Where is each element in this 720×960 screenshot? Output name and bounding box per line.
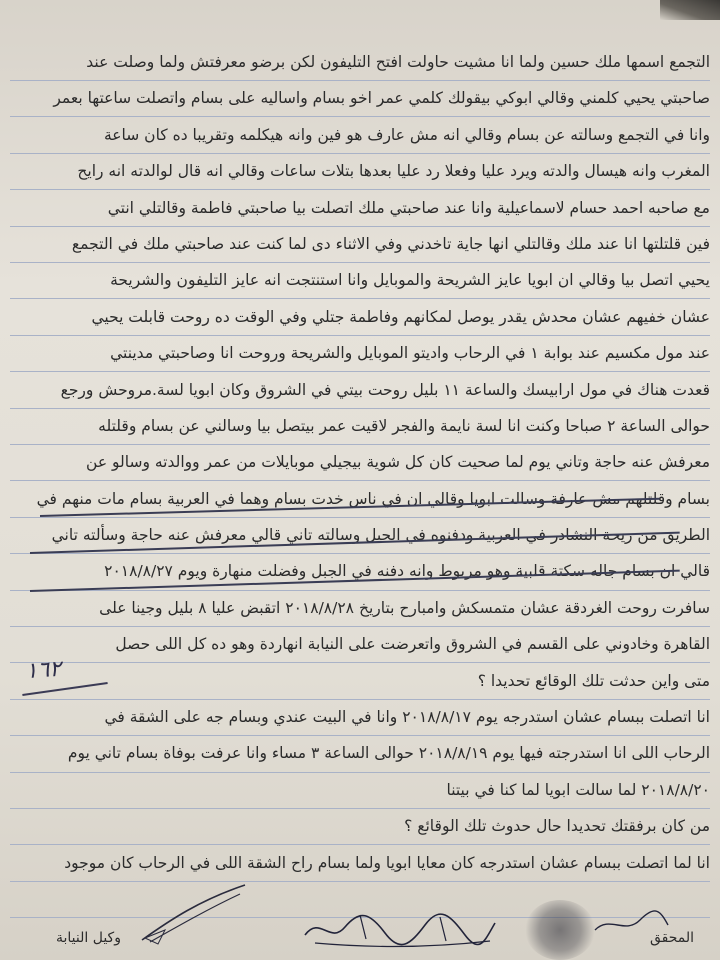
text-line: القاهرة وخادوني على القسم في الشروق واتعرضت على النيابة انهاردة وهو ده كل اللى حصل xyxy=(115,635,710,654)
text-line: عند مول مكسيم عند بوابة ١ في الرحاب واديتو الموبايل والشريحة وروحت انا وصاحبتي مدينتي xyxy=(110,344,710,363)
text-line: التجمع اسمها ملك حسين ولما انا مشيت حاولت افتح التليفون لكن برضو معرفتش ولما وصلت عند xyxy=(86,53,710,71)
prosecutor-label: وكيل النيابة xyxy=(56,930,121,946)
text-line: من كان برفقتك تحديدا حال حدوث تلك الوقائع ؟ xyxy=(404,817,710,836)
text-line: وانا في التجمع وسالته عن بسام وقالي انه مش عارف هو فين وانه هيكلمه وتقريبا ده كان ساعة xyxy=(103,125,710,144)
statement-body xyxy=(20,44,710,881)
text-line: المغرب وانه هيسال والدته ويرد عليا وفعلا رد عليا بعدها بتلات ساعات وقالي انه قال لوالدته انه رايح xyxy=(77,162,710,181)
text-line: معرفش عنه حاجة وتاني يوم لما صحيت كان كل شوية بيجيلي موبايلات من عمر ووالدته وسالو عن xyxy=(86,453,710,472)
text-line: قالي ان بسام جاله سكتة قلبية وهو مربوط وانه دفنه في الجبل وفضلت منهارة ويوم ٢٠١٨/٨/٢٧ xyxy=(104,562,710,581)
page-number: ١٦٢ xyxy=(24,656,62,685)
text-line: حوالى الساعة ٢ صباحا وكنت انا لسة نايمة والفجر لاقيت عمر بيتصل بيا وسالني عن بسام وقلتله xyxy=(98,416,710,435)
signature-scribble-icon xyxy=(140,880,250,950)
signature-icon xyxy=(300,905,500,955)
text-line: متى واين حدثت تلك الوقائع تحديدا ؟ xyxy=(477,671,710,690)
text-line: الرحاب اللى انا استدرجته فيها يوم ٢٠١٨/٨/١٩ حوالى الساعة ٣ مساء وانا عرفت بوفاة بسام تاني يوم xyxy=(67,744,710,763)
text-line: صاحبتي يحيي كلمني وقالي ابوكي بيقولك كلمي عمر اخو بسام واساليه على بسام واتصلت ساعتها بعمر xyxy=(53,89,710,108)
text-line: يحيي اتصل بيا وقالي ان ابويا عايز الشريحة والموبايل وانا استنتجت انه عايز التليفون والشريحة xyxy=(110,271,710,290)
text-line: فين قلتلتها انا عند ملك وقالتلي انها جاية تاخدني وفي الاثناء دى لما كنت عند صاحبتي ملك في التجمع xyxy=(71,234,710,253)
text-line: انا اتصلت ببسام عشان استدرجه يوم ٢٠١٨/٨/١٧ وانا في البيت عندي وبسام جه على الشقة في xyxy=(104,708,710,727)
text-line: عشان خفيهم عشان محدش يقدر يوصل لمكانهم وفاطمة جتلي وفي الوقت ده روحت قابلت يحيي xyxy=(91,307,710,326)
investigator-label: المحقق xyxy=(650,930,695,946)
thumbprint-stamp xyxy=(525,900,595,960)
text-line: الطريق من ريحة النشادر في العربية ودفنوه في الجبل وسالته تاني قالي معرفش عنه حاجة وسألته تاني xyxy=(51,526,710,545)
investigator-scribble-icon xyxy=(590,900,670,940)
text-line: بسام وقلتلهم مش عارفة وسالت ابويا وقالي ان في ناس خدت بسام وهما في العربية بسام مات منهم في xyxy=(36,489,710,508)
text-line: مع صاحبه احمد حسام لاسماعيلية وانا عند صاحبتي ملك اتصلت بيا صاحبتي فاطمة وقالتلي انتي xyxy=(107,198,710,217)
text-line: قعدت هناك في مول ارابيسك والساعة ١١ بليل روحت بيتي في الشروق وكان ابويا لسة.مروحش ورجع xyxy=(60,380,710,399)
text-line: ٢٠١٨/٨/٢٠ لما سالت ابويا لما كنا في بيتنا xyxy=(446,780,710,799)
text-line: انا لما اتصلت ببسام عشان استدرجه كان معايا ابويا ولما بسام راح الشقة اللى في الرحاب كان موجود xyxy=(64,853,710,872)
text-line: سافرت روحت الغردقة عشان متمسكش وامبارح بتاريخ ٢٠١٨/٨/٢٨ اتقبض عليا ٨ بليل وجينا على xyxy=(99,598,710,617)
